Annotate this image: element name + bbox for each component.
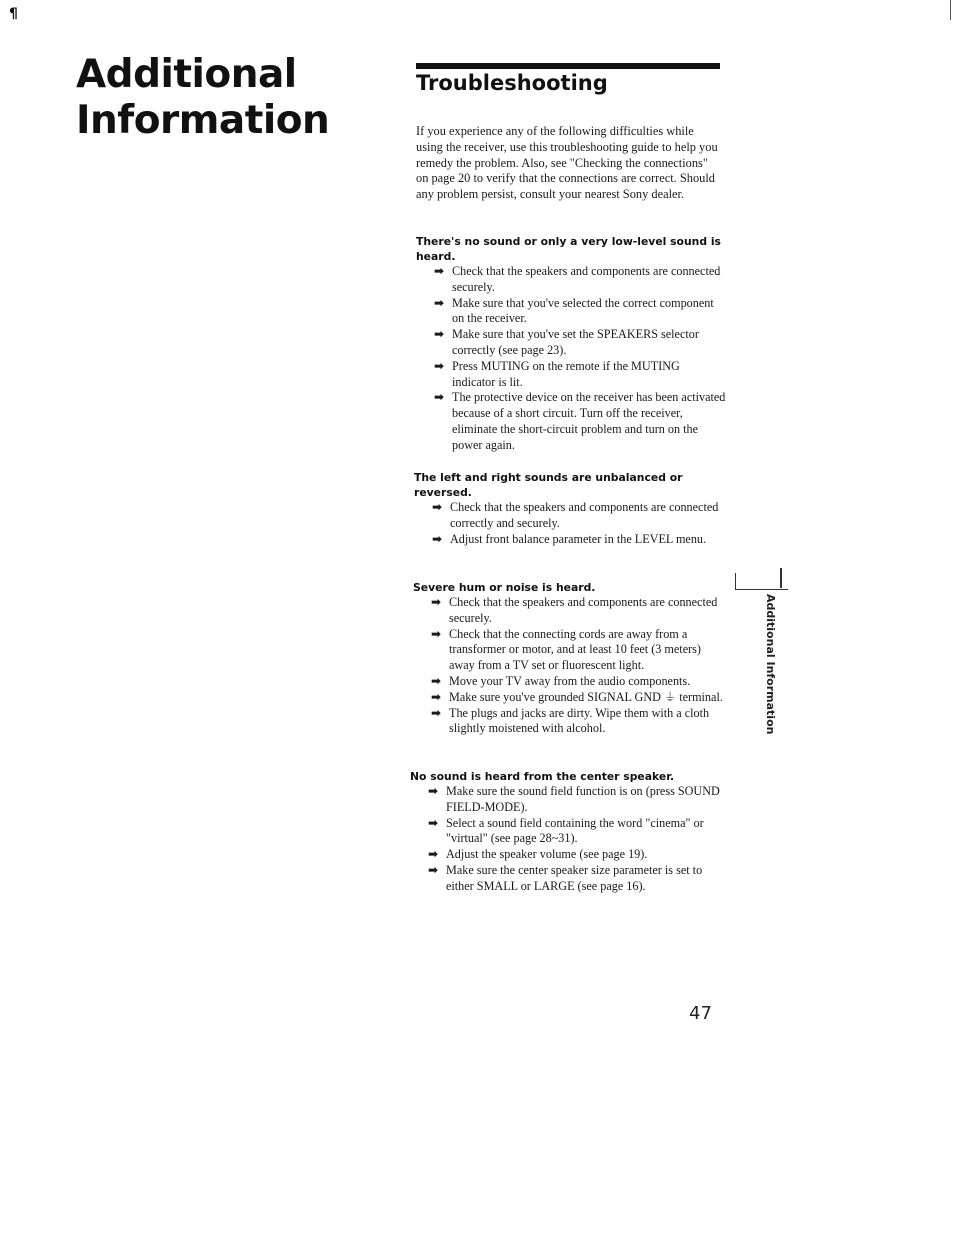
issue-hum-noise <box>413 580 723 737</box>
issue-heading: The left and right sounds are unbalanced or reversed. <box>414 471 683 499</box>
issue-unbalanced <box>414 470 724 547</box>
fix-item <box>416 264 726 296</box>
fix-text: The protective device on the receiver has been activated because of a short circuit. Turn off the receiver, eliminate the short-circuit problem and turn on the power again. <box>452 390 726 452</box>
arrow-right-icon: ➡ <box>431 673 442 688</box>
fix-text: Press MUTING on the remote if the MUTING indicator is lit. <box>452 358 680 389</box>
fix-text: Make sure that you've set the SPEAKERS selector correctly (see page 23). <box>452 327 699 357</box>
arrow-right-icon: ➡ <box>434 327 445 342</box>
fix-text: Select a sound field containing the word "cinema" or "virtual" (see page 28~31). <box>446 815 704 846</box>
issue-heading: There's no sound or only a very low-level sound is heard. <box>416 235 721 263</box>
arrow-right-icon: ➡ <box>434 390 445 405</box>
fix-text: Adjust the speaker volume (see page 19). <box>446 847 648 862</box>
chapter-title: Additional Information <box>76 52 330 143</box>
fix-text: Check that the connecting cords are away from a transformer or motor, and at least 10 feet (3 meters) away from a TV set or fluorescent light. <box>449 626 701 673</box>
issue-heading: Severe hum or noise is heard. <box>413 581 596 594</box>
fix-text: Make sure the center speaker size parameter is set to either SMALL or LARGE (see page 16). <box>446 862 703 893</box>
fix-item <box>413 706 723 738</box>
arrow-right-icon: ➡ <box>431 626 442 641</box>
arrow-right-icon: ➡ <box>431 595 442 609</box>
section-rule <box>416 63 720 69</box>
issue-heading: No sound is heard from the center speaker. <box>410 770 675 783</box>
fix-text: Check that the speakers and components are connected securely. <box>452 264 721 294</box>
fix-text: The plugs and jacks are dirty. Wipe them with a cloth slightly moistened with alcohol. <box>449 705 710 736</box>
arrow-right-icon: ➡ <box>434 264 445 278</box>
arrow-right-icon: ➡ <box>431 689 442 704</box>
issue-no-sound <box>416 234 726 454</box>
fix-item <box>410 847 720 863</box>
fix-item <box>410 816 720 848</box>
page-number: 47 <box>689 1003 712 1024</box>
arrow-right-icon: ➡ <box>434 295 445 310</box>
fix-item <box>414 532 724 548</box>
arrow-right-icon: ➡ <box>432 531 443 546</box>
fix-text: Make sure you've grounded SIGNAL GND ⏚ terminal. <box>449 689 723 704</box>
fix-item <box>414 500 724 532</box>
fix-list <box>410 784 720 895</box>
fix-item <box>410 863 720 895</box>
fix-list <box>413 595 723 737</box>
arrow-right-icon: ➡ <box>431 705 442 720</box>
arrow-right-icon: ➡ <box>432 500 443 514</box>
arrow-right-icon: ➡ <box>428 815 439 830</box>
section-title: Troubleshooting <box>416 71 608 95</box>
fix-text: Check that the speakers and components are connected correctly and securely. <box>450 500 719 530</box>
corner-registration-mark: ¶ <box>9 6 18 22</box>
arrow-right-icon: ➡ <box>428 862 439 877</box>
fix-item <box>413 627 723 674</box>
intro-paragraph: If you experience any of the following difficulties while using the receiver, use this troubleshooting guide to help you remedy the problem. Also, see "Checking the connections" on page 20 to verify that the connections are correct. Should any problem persist, consult your nearest Sony dealer. <box>416 124 718 202</box>
fix-item <box>416 390 726 453</box>
fix-item <box>416 327 726 359</box>
arrow-right-icon: ➡ <box>428 784 439 798</box>
fix-item <box>416 359 726 391</box>
fix-list <box>416 264 726 454</box>
fix-list <box>414 500 724 547</box>
arrow-right-icon: ➡ <box>428 847 439 862</box>
fix-text: Move your TV away from the audio components. <box>449 673 691 688</box>
side-tab-mark <box>780 568 782 588</box>
side-tab-label: Additional Information <box>764 594 777 735</box>
arrow-right-icon: ➡ <box>434 358 445 373</box>
fix-item <box>413 595 723 627</box>
fix-text: Adjust front balance parameter in the LEVEL menu. <box>450 531 707 546</box>
fix-item <box>413 674 723 690</box>
fix-item <box>413 690 723 706</box>
fix-item <box>410 784 720 816</box>
fix-text: Make sure the sound field function is on (press SOUND FIELD-MODE). <box>446 784 720 814</box>
fix-item <box>416 296 726 328</box>
fix-text: Make sure that you've selected the correct component on the receiver. <box>452 295 714 326</box>
edge-line <box>950 0 951 20</box>
issue-center-speaker <box>410 769 720 895</box>
fix-text: Check that the speakers and components are connected securely. <box>449 595 718 625</box>
